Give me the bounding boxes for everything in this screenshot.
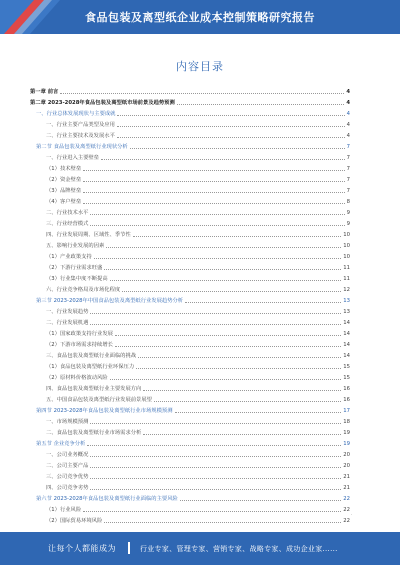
- toc-leader-dots: [90, 211, 344, 215]
- toc-leader-dots: [110, 277, 342, 281]
- toc-entry-title: （3）品牌壁垒: [46, 188, 82, 194]
- toc-entry-page: 22: [343, 507, 350, 513]
- toc-entry-title: （1）国家政策支持行业发展: [46, 331, 113, 337]
- toc-entry[interactable]: [30, 205, 350, 216]
- toc-entry[interactable]: [30, 326, 350, 337]
- toc-entry-title: 一、行业总体发展现状与主要成就: [36, 111, 116, 117]
- toc-entry-title: 四、行业发展周期、区域性、季节性: [46, 232, 131, 238]
- toc-entry-page: 7: [346, 144, 350, 150]
- toc-entry-page: 11: [343, 276, 350, 282]
- toc-entry-page: 13: [343, 298, 350, 304]
- toc-leader-dots: [101, 156, 345, 160]
- toc-entry-title: 四、公司竞争劣势: [46, 485, 89, 491]
- toc-entry[interactable]: [30, 271, 350, 282]
- toc-entry-title: 第一章 前言: [30, 89, 59, 95]
- toc-leader-dots: [117, 112, 344, 116]
- toc-entry-page: 10: [343, 243, 350, 249]
- toc-leader-dots: [104, 519, 341, 523]
- toc-entry[interactable]: [30, 502, 350, 513]
- toc-leader-dots: [110, 376, 342, 380]
- toc-entry[interactable]: [30, 370, 350, 381]
- toc-entry-page: 16: [343, 386, 350, 392]
- toc-leader-dots: [130, 145, 345, 149]
- toc-entry[interactable]: [30, 304, 350, 315]
- toc-entry-title: （2）下游行业需求旺盛: [46, 265, 103, 271]
- toc-entry-title: （2）原材料价格波动风险: [46, 375, 108, 381]
- toc-entry-page: 7: [346, 177, 350, 183]
- toc-entry[interactable]: [30, 139, 350, 150]
- toc-entry-title: 二、公司主要产品: [46, 463, 89, 469]
- toc-entry-page: 9: [346, 221, 350, 227]
- toc-leader-dots: [83, 189, 344, 193]
- toc-entry-title: （2）国际贸易环境风险: [46, 518, 103, 524]
- toc-entry-title: 一、市场规模预测: [46, 419, 89, 425]
- toc-leader-dots: [175, 409, 342, 413]
- toc-entry[interactable]: [30, 106, 350, 117]
- toc-entry-page: 15: [343, 364, 350, 370]
- toc-entry-page: 14: [343, 353, 350, 359]
- toc-leader-dots: [106, 244, 341, 248]
- toc-entry[interactable]: [30, 227, 350, 238]
- toc-entry-title: 二、行业技术水平: [46, 210, 89, 216]
- table-of-contents: [30, 84, 350, 524]
- toc-heading: 内容目录: [176, 60, 224, 73]
- footer-slogan-left: 让每个人都能成为: [48, 544, 116, 553]
- toc-leader-dots: [122, 288, 341, 292]
- toc-entry-page: 17: [343, 408, 350, 414]
- toc-leader-dots: [83, 200, 344, 204]
- toc-leader-dots: [90, 464, 341, 468]
- report-title: 食品包装及离型纸企业成本控制策略研究报告: [85, 11, 315, 24]
- toc-leader-dots: [115, 343, 341, 347]
- toc-entry-page: 7: [346, 166, 350, 172]
- toc-leader-dots: [90, 222, 344, 226]
- toc-entry-page: 15: [343, 375, 350, 381]
- toc-entry-page: 22: [343, 518, 350, 524]
- toc-leader-dots: [177, 101, 345, 105]
- toc-entry-page: 18: [343, 419, 350, 425]
- toc-leader-dots: [60, 90, 344, 94]
- page-marker: ·: [350, 512, 352, 517]
- toc-entry-title: 一、行业发展趋势: [46, 309, 89, 315]
- toc-entry[interactable]: [30, 315, 350, 326]
- toc-entry-title: 六、行业竞争格局及市场化程度: [46, 287, 121, 293]
- toc-leader-dots: [185, 299, 341, 303]
- toc-entry-title: 三、食品包装及离型纸行业面临的挑战: [46, 353, 137, 359]
- toc-entry-title: 第六节 2023-2028年食品包装及离型纸行业面临的主要风险: [36, 496, 178, 502]
- toc-entry[interactable]: [30, 337, 350, 348]
- toc-entry-title: 一、行业主要产品类型及应用: [46, 122, 115, 128]
- toc-leader-dots: [136, 365, 341, 369]
- toc-entry[interactable]: [30, 161, 350, 172]
- toc-entry-title: 第四节 2023-2028年食品包装及离型纸行业市场规模预测: [36, 408, 173, 414]
- footer-band: [0, 532, 400, 565]
- toc-entry-title: 第五节 企业竞争分析: [36, 441, 86, 447]
- toc-entry[interactable]: [30, 260, 350, 271]
- toc-entry[interactable]: [30, 447, 350, 458]
- toc-entry[interactable]: [30, 172, 350, 183]
- toc-entry-title: 五、影响行业发展的因素: [46, 243, 105, 249]
- footer-slogan-right: 行业专家、管理专家、营销专家、战略专家、成功企业家......: [140, 545, 338, 553]
- toc-entry-title: 一、行业进入主要壁垒: [46, 155, 99, 161]
- toc-entry[interactable]: [30, 425, 350, 436]
- toc-entry[interactable]: [30, 359, 350, 370]
- header-band: [0, 0, 400, 34]
- toc-leader-dots: [83, 508, 341, 512]
- toc-entry-page: 19: [343, 430, 350, 436]
- toc-entry-title: 二、食品包装及离型纸行业市场需求分析: [46, 430, 142, 436]
- toc-entry-page: 14: [343, 331, 350, 337]
- toc-entry[interactable]: [30, 436, 350, 447]
- toc-entry[interactable]: [30, 403, 350, 414]
- toc-entry-page: 4: [346, 111, 350, 117]
- toc-entry-page: 4: [346, 133, 350, 139]
- toc-entry-title: （3）行业集中度不断提高: [46, 276, 108, 282]
- toc-leader-dots: [90, 453, 341, 457]
- toc-entry-title: 第二章 2023-2028年食品包装及离型纸市场前景及趋势预测: [30, 100, 175, 106]
- toc-leader-dots: [90, 486, 341, 490]
- toc-entry[interactable]: [30, 491, 350, 502]
- toc-entry-page: 13: [343, 309, 350, 315]
- toc-entry[interactable]: [30, 348, 350, 359]
- toc-entry[interactable]: [30, 183, 350, 194]
- toc-leader-dots: [117, 123, 345, 127]
- toc-entry-title: 三、行业经营模式: [46, 221, 89, 227]
- toc-entry-title: （2）资金壁垒: [46, 177, 82, 183]
- toc-entry-title: 二、行业主要技术及发展水平: [46, 133, 115, 139]
- toc-entry-page: 4: [346, 89, 350, 95]
- toc-entry[interactable]: [30, 128, 350, 139]
- toc-entry[interactable]: [30, 392, 350, 403]
- footer-divider: [128, 542, 130, 554]
- toc-entry[interactable]: [30, 117, 350, 128]
- toc-entry[interactable]: [30, 249, 350, 260]
- toc-leader-dots: [90, 420, 341, 424]
- toc-leader-dots: [87, 442, 341, 446]
- toc-entry-page: 7: [346, 188, 350, 194]
- toc-entry[interactable]: [30, 458, 350, 469]
- toc-leader-dots: [117, 134, 345, 138]
- toc-entry-page: 21: [343, 485, 350, 491]
- toc-entry-title: 第二节 食品包装及离型纸行业现状分析: [36, 144, 128, 150]
- toc-entry-page: 7: [346, 155, 350, 161]
- toc-entry[interactable]: [30, 216, 350, 227]
- toc-leader-dots: [115, 332, 341, 336]
- toc-entry-page: 4: [346, 122, 350, 128]
- toc-entry-page: 10: [343, 254, 350, 260]
- toc-leader-dots: [83, 178, 344, 182]
- toc-entry-page: 20: [343, 463, 350, 469]
- toc-entry-page: 14: [343, 342, 350, 348]
- toc-entry-title: （1）行业风险: [46, 507, 82, 513]
- toc-entry-title: 二、行业发展机遇: [46, 320, 89, 326]
- toc-entry-title: 第三节 2023-2028年中国食品包装及离型纸行业发展趋势分析: [36, 298, 184, 304]
- toc-entry-page: 16: [343, 397, 350, 403]
- toc-leader-dots: [94, 255, 342, 259]
- toc-entry-title: （1）食品包装及离型纸行业环保压力: [46, 364, 135, 370]
- toc-leader-dots: [143, 431, 341, 435]
- toc-entry[interactable]: [30, 293, 350, 304]
- toc-entry-page: 11: [343, 265, 350, 271]
- toc-entry[interactable]: [30, 95, 350, 106]
- toc-entry[interactable]: [30, 194, 350, 205]
- toc-entry-page: 9: [346, 210, 350, 216]
- toc-entry[interactable]: [30, 480, 350, 491]
- toc-entry-page: 22: [343, 496, 350, 502]
- toc-entry-title: （1）产业政策支持: [46, 254, 92, 260]
- toc-leader-dots: [104, 266, 341, 270]
- toc-entry-page: 19: [343, 441, 350, 447]
- toc-entry-page: 10: [343, 232, 350, 238]
- toc-entry[interactable]: [30, 513, 350, 524]
- toc-entry[interactable]: [30, 381, 350, 392]
- toc-entry-page: 21: [343, 474, 350, 480]
- toc-leader-dots: [180, 497, 341, 501]
- toc-entry-title: （4）客户壁垒: [46, 199, 82, 205]
- toc-leader-dots: [90, 475, 341, 479]
- toc-entry-page: 20: [343, 452, 350, 458]
- toc-entry-page: 4: [346, 100, 350, 106]
- toc-leader-dots: [90, 321, 341, 325]
- toc-entry[interactable]: [30, 469, 350, 480]
- toc-leader-dots: [83, 167, 344, 171]
- toc-entry[interactable]: [30, 282, 350, 293]
- toc-entry[interactable]: [30, 238, 350, 249]
- toc-leader-dots: [143, 387, 341, 391]
- toc-entry[interactable]: [30, 150, 350, 161]
- toc-entry-title: 一、公司业务概况: [46, 452, 89, 458]
- toc-entry-title: 五、中国食品包装及离型纸行业发展前景展望: [46, 397, 152, 403]
- toc-entry-title: 四、食品包装及离型纸行业主要发展方向: [46, 386, 142, 392]
- toc-entry[interactable]: [30, 414, 350, 425]
- toc-leader-dots: [133, 233, 341, 237]
- toc-entry-page: 12: [343, 287, 350, 293]
- toc-leader-dots: [154, 398, 341, 402]
- toc-entry-title: （1）技术壁垒: [46, 166, 82, 172]
- toc-leader-dots: [138, 354, 341, 358]
- toc-entry[interactable]: [30, 84, 350, 95]
- toc-entry-page: 8: [346, 199, 350, 205]
- toc-entry-page: 14: [343, 320, 350, 326]
- toc-entry-title: 三、公司竞争优势: [46, 474, 89, 480]
- toc-entry-title: （2）下游市场需求持续增长: [46, 342, 113, 348]
- toc-leader-dots: [90, 310, 341, 314]
